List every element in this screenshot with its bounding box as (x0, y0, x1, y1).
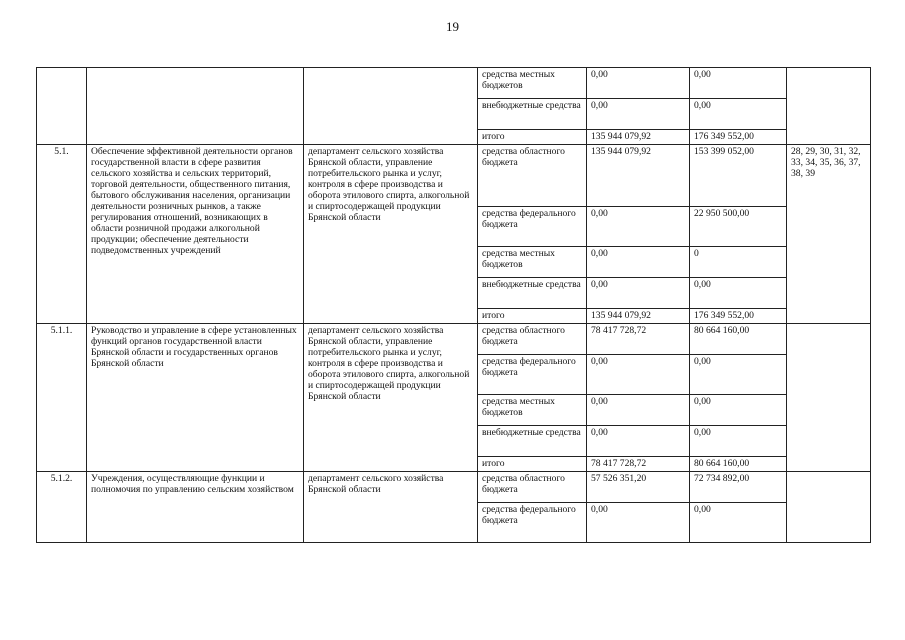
amount-1: 0,00 (587, 426, 690, 457)
amount-1: 78 417 728,72 (587, 457, 690, 472)
amount-1: 0,00 (587, 355, 690, 395)
amount-2: 72 734 892,00 (690, 472, 787, 503)
table-row (37, 68, 871, 99)
amount-1: 135 944 079,92 (587, 145, 690, 207)
amount-2: 0,00 (690, 68, 787, 99)
amount-2: 0,00 (690, 278, 787, 309)
amount-2: 0,00 (690, 426, 787, 457)
funding-source: средства федерального бюджета (478, 503, 587, 543)
program-funding-table (36, 67, 871, 543)
activity-name: Учреждения, осуществляющие функции и полномочия по управлению сельским хозяйством (87, 472, 304, 543)
funding-source: средства областного бюджета (478, 145, 587, 207)
amount-2: 0,00 (690, 503, 787, 543)
row-number: 5.1. (37, 145, 87, 324)
target-indicators: 28, 29, 30, 31, 32, 33, 34, 35, 36, 37, 38, 39 (787, 145, 871, 324)
target-indicators (787, 472, 871, 543)
funding-source: средства федерального бюджета (478, 207, 587, 247)
table-row (37, 145, 871, 207)
amount-1: 135 944 079,92 (587, 309, 690, 324)
amount-2: 0,00 (690, 99, 787, 130)
executor: департамент сельского хозяйства Брянской области, управление потребительского рынка и услуг, контроля в сфере производства и оборота этилового спирта, алкогольной и спиртосодержащей продукции Брянской области (304, 145, 478, 324)
target-indicators (787, 68, 871, 145)
amount-1: 57 526 351,20 (587, 472, 690, 503)
executor: департамент сельского хозяйства Брянской области (304, 472, 478, 543)
executor: департамент сельского хозяйства Брянской области, управление потребительского рынка и услуг, контроля в сфере производства и оборота этилового спирта, алкогольной и спиртосодержащей продукции Брянской области (304, 324, 478, 472)
activity-name (87, 68, 304, 145)
funding-source: итого (478, 130, 587, 145)
amount-2: 0,00 (690, 355, 787, 395)
amount-2: 80 664 160,00 (690, 457, 787, 472)
funding-source: итого (478, 457, 587, 472)
amount-1: 135 944 079,92 (587, 130, 690, 145)
page-number: 19 (446, 19, 459, 34)
amount-1: 0,00 (587, 99, 690, 130)
row-number: 5.1.2. (37, 472, 87, 543)
amount-1: 0,00 (587, 68, 690, 99)
table-row (37, 324, 871, 355)
amount-2: 0 (690, 247, 787, 278)
funding-source: итого (478, 309, 587, 324)
amount-2: 176 349 552,00 (690, 130, 787, 145)
amount-1: 0,00 (587, 503, 690, 543)
amount-2: 176 349 552,00 (690, 309, 787, 324)
funding-source: внебюджетные средства (478, 99, 587, 130)
amount-1: 0,00 (587, 395, 690, 426)
funding-source: средства местных бюджетов (478, 247, 587, 278)
amount-2: 80 664 160,00 (690, 324, 787, 355)
amount-2: 22 950 500,00 (690, 207, 787, 247)
activity-name: Обеспечение эффективной деятельности органов государственной власти в сфере развития сельского хозяйства и сельских территорий, торговой деятельности, общественного питания, бытового обслуживания населения, организации деятельности розничных рынков, а также регулирования отношений, возникающих в области розничной продажи алкогольной продукции; обеспечение деятельности подведомственных учреждений (87, 145, 304, 324)
amount-2: 0,00 (690, 395, 787, 426)
funding-source: средства федерального бюджета (478, 355, 587, 395)
table-row (37, 472, 871, 503)
amount-2: 153 399 052,00 (690, 145, 787, 207)
funding-source: средства местных бюджетов (478, 395, 587, 426)
funding-source: средства местных бюджетов (478, 68, 587, 99)
funding-source: внебюджетные средства (478, 426, 587, 457)
target-indicators (787, 324, 871, 472)
amount-1: 0,00 (587, 278, 690, 309)
funding-source: средства областного бюджета (478, 324, 587, 355)
funding-source: средства областного бюджета (478, 472, 587, 503)
amount-1: 0,00 (587, 247, 690, 278)
executor (304, 68, 478, 145)
row-number (37, 68, 87, 145)
amount-1: 78 417 728,72 (587, 324, 690, 355)
funding-source: внебюджетные средства (478, 278, 587, 309)
row-number: 5.1.1. (37, 324, 87, 472)
activity-name: Руководство и управление в сфере установленных функций органов государственной власти Брянской области и государственных органов Брянской области (87, 324, 304, 472)
amount-1: 0,00 (587, 207, 690, 247)
